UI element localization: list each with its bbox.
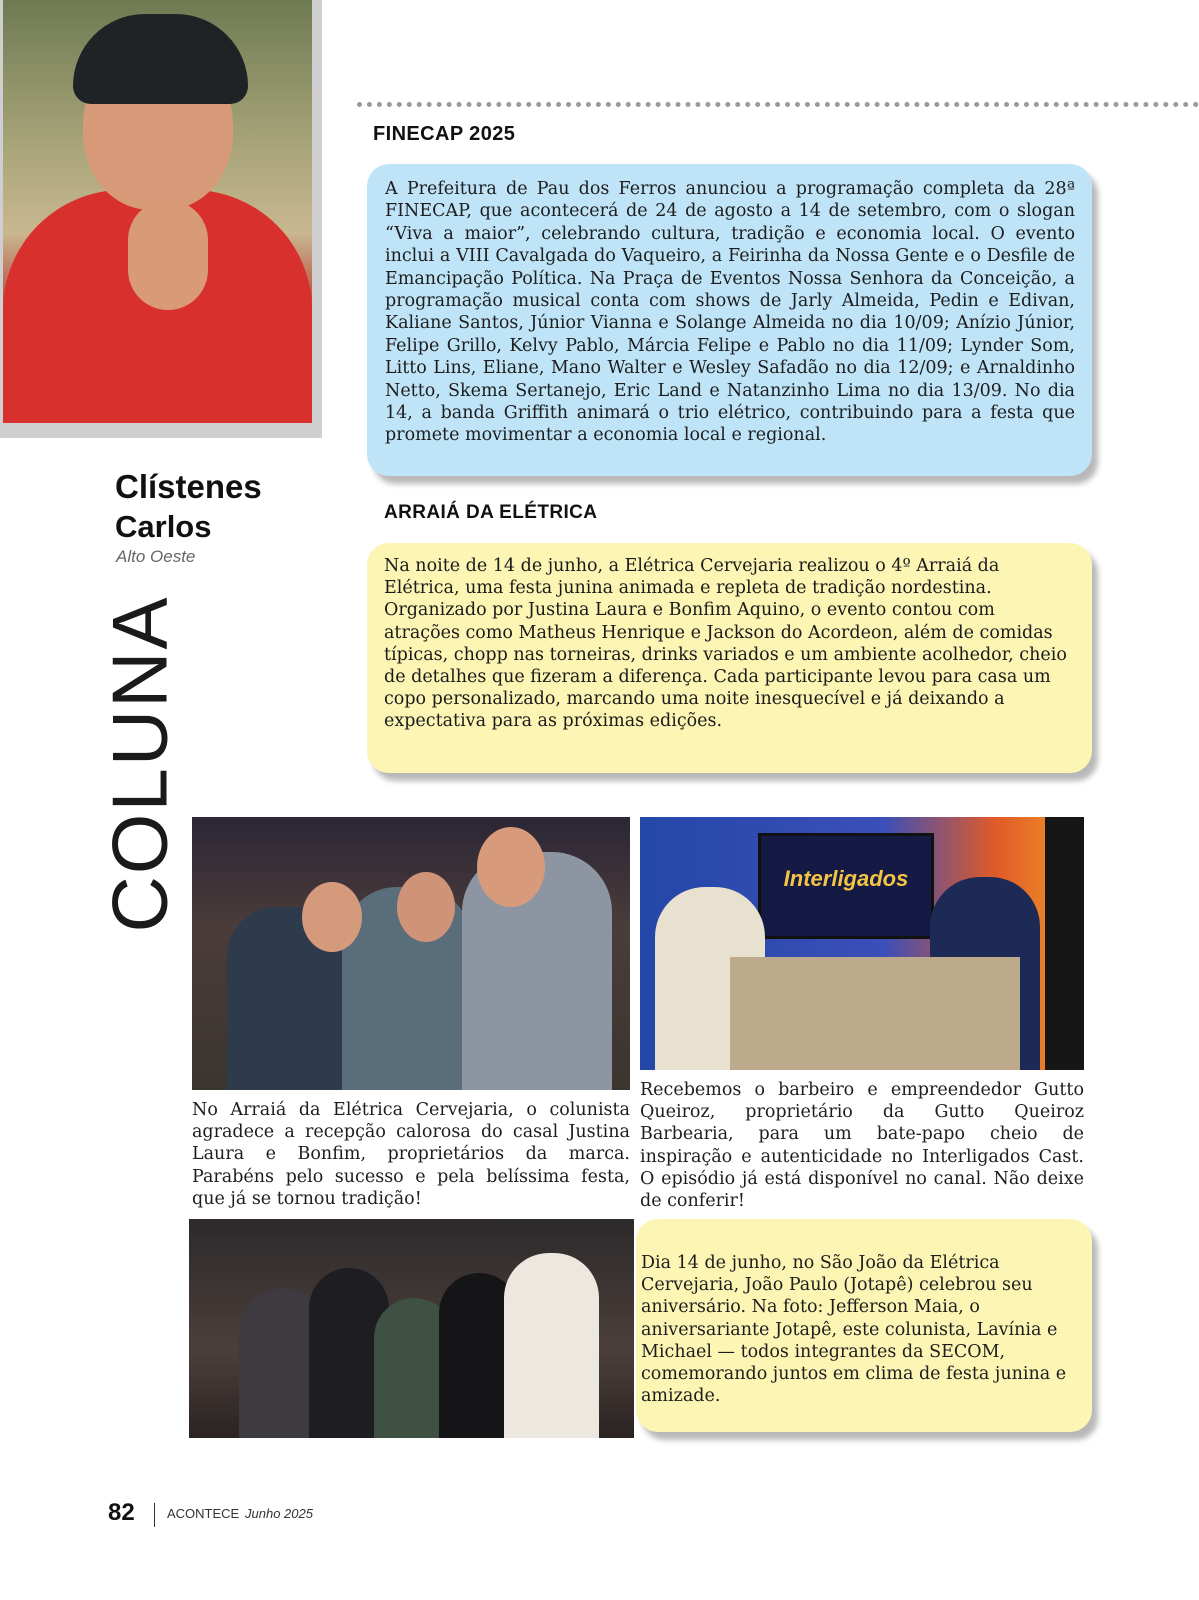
arraia-photo <box>192 817 630 1090</box>
author-first-name: Clístenes <box>115 468 262 505</box>
arraia-heading: ARRAIÁ DA ELÉTRICA <box>384 502 598 523</box>
author-last-name: Carlos <box>115 509 212 544</box>
author-photo <box>0 0 322 438</box>
dotted-divider <box>357 102 1199 107</box>
cast-photo-caption: Recebemos o barbeiro e empreendedor Gutto Queiroz, proprietário da Gutto Queiroz Barbearia, para um bate-papo cheio de inspiração e autenticidade no Interligados Cast. O episódio já está disponível no canal. Não deixe de conferir! <box>640 1080 1084 1212</box>
column-label: COLUNA <box>95 595 184 933</box>
issue-date: Junho 2025 <box>245 1506 313 1521</box>
cast-screen <box>758 833 934 939</box>
birthday-photo <box>189 1219 634 1438</box>
page-number: 82 <box>108 1499 135 1526</box>
arraia-body: Na noite de 14 de junho, a Elétrica Cervejaria realizou o 4º Arraiá da Elétrica, uma festa junina animada e repleta de tradição nordestina. Organizado por Justina Laura e Bonfim Aquino, o evento contou com atrações como Matheus Henrique e Jackson do Acordeon, além de comidas típicas, chopp nas torneiras, drinks variados e um ambiente acolhedor, cheio de detalhes que fizeram a diferença. Cada participante levou para casa um copo personalizado, marcando uma noite inesquecível e já deixando a expectativa para as próximas edições. <box>384 556 1067 732</box>
magazine-name: ACONTECE <box>167 1506 240 1521</box>
finecap-heading: FINECAP 2025 <box>373 123 516 145</box>
footer-divider <box>154 1503 155 1527</box>
author-region: Alto Oeste <box>116 547 196 566</box>
arraia-photo-caption: No Arraiá da Elétrica Cervejaria, o colunista agradece a recepção calorosa do casal Justina Laura e Bonfim, proprietários da marca. Parabéns pelo sucesso e pela belíssima festa, que já se tornou tradição! <box>192 1100 630 1209</box>
cast-photo <box>640 817 1084 1070</box>
finecap-body: A Prefeitura de Pau dos Ferros anunciou a programação completa da 28ª FINECAP, que acontecerá de 24 de agosto a 14 de setembro, com o slogan “Viva a maior”, celebrando cultura, tradição e economia local. O evento inclui a VIII Cavalgada do Vaqueiro, a Feirinha da Nossa Gente e o Desfile de Emancipação Política. Na Praça de Eventos Nossa Senhora da Conceição, a programação musical conta com shows de Jarly Almeida, Pedin e Edivan, Kaliane Santos, Júnior Vianna e Solange Almeida no dia 10/09; Anízio Júnior, Felipe Grillo, Kelvy Pablo, Márcia Felipe e Pablo no dia 11/09; Lynder Som, Litto Lins, Eliane, Mano Walter e Wesley Safadão no dia 12/09; e Arnaldinho Netto, Skema Sertanejo, Eric Land e Natanzinho Lima no dia 13/09. No dia 14, a banda Griffith animará o trio elétrico, contribuindo para a festa que promete movimentar a economia local e regional. <box>385 179 1075 446</box>
cast-screen-logo: Interligados <box>783 866 909 891</box>
birthday-photo-caption: Dia 14 de junho, no São João da Elétrica Cervejaria, João Paulo (Jotapê) celebrou seu aniversário. Na foto: Jefferson Maia, o aniversariante Jotapê, este colunista, Lavínia e Michael — todos integrantes da SECOM, comemorando juntos em clima de festa junina e amizade. <box>641 1253 1067 1407</box>
